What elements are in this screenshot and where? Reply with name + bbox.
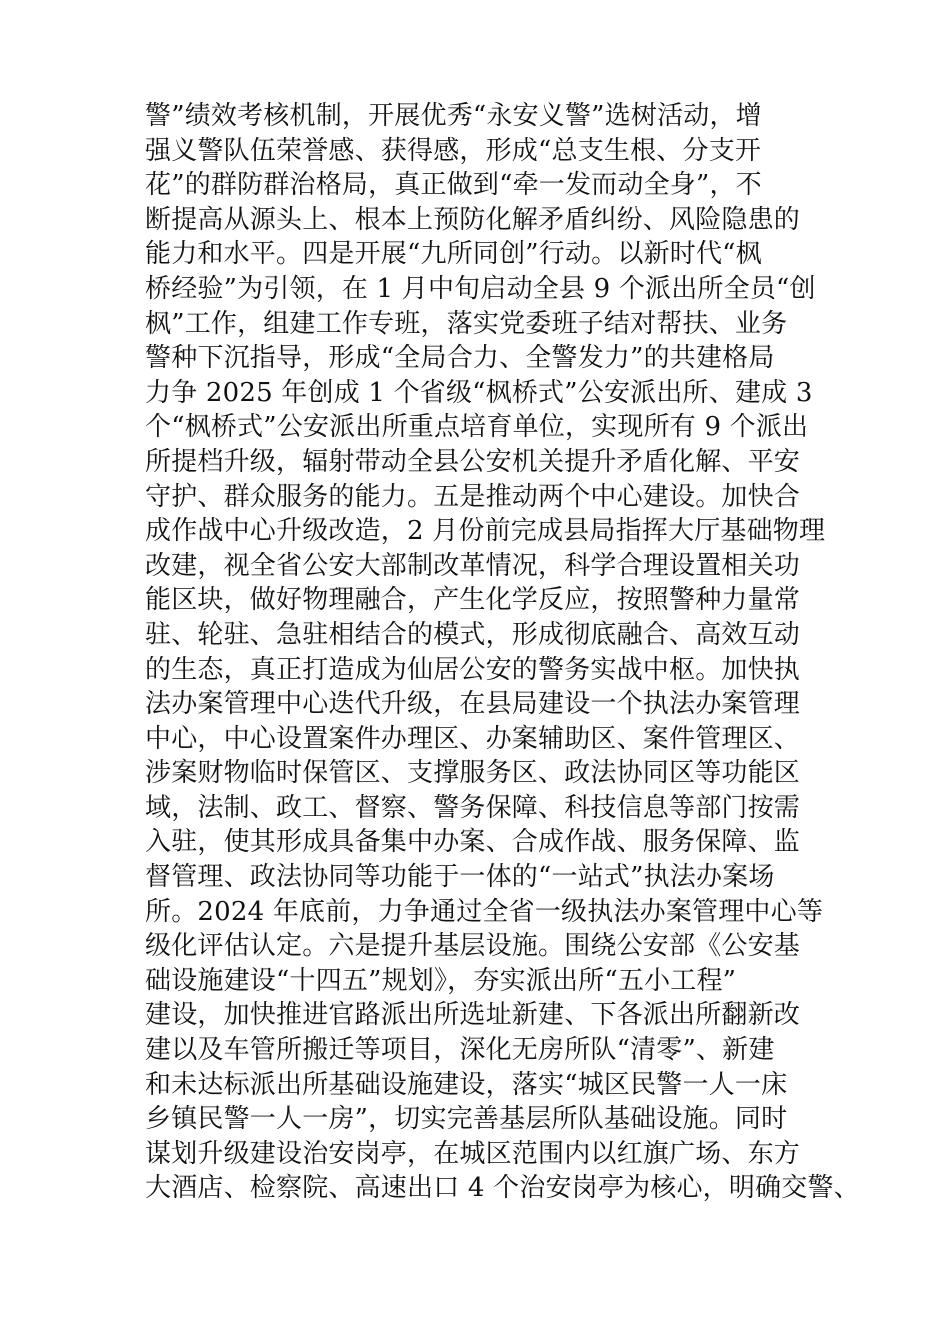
- text-line: 入驻，使其形成具备集中办案、合成作战、服务保障、监: [145, 827, 801, 858]
- text-line: 级化评估认定。六是提升基层设施。围绕公安部《公安基: [145, 931, 801, 962]
- text-line: 强义警队伍荣誉感、获得感，形成“总支生根、分支开: [145, 135, 762, 166]
- text-line: 督管理、政法协同等功能于一体的“一站式”执法办案场: [145, 862, 775, 893]
- text-line: 所提档升级，辐射带动全县公安机关提升矛盾化解、平安: [145, 446, 801, 477]
- text-line: 驻、轮驻、急驻相结合的模式，形成彻底融合、高效互动: [145, 619, 801, 650]
- text-line: 枫”工作，组建工作专班，落实党委班子结对帮扶、业务: [145, 308, 788, 339]
- text-line: 能力和水平。四是开展“九所同创”行动。以新时代“枫: [145, 239, 762, 270]
- body-text: [145, 99, 860, 1206]
- text-line: 域，法制、政工、督察、警务保障、科技信息等部门按需: [145, 792, 801, 823]
- text-line: 的生态，真正打造成为仙居公安的警务实战中枢。加快执: [145, 654, 801, 685]
- text-line: 中心，中心设置案件办理区、办案辅助区、案件管理区、: [145, 723, 801, 754]
- text-line: 法办案管理中心迭代升级，在县局建设一个执法办案管理: [145, 689, 801, 720]
- text-line: 和未达标派出所基础设施建设，落实“城区民警一人一床: [145, 1069, 788, 1100]
- text-line: 成作战中心升级改造，2 月份前完成县局指挥大厅基础物理: [145, 516, 826, 547]
- text-line: 涉案财物临时保管区、支撑服务区、政法协同区等功能区: [145, 758, 801, 789]
- text-line: 建以及车管所搬迁等项目，深化无房所队“清零”、新建: [145, 1035, 775, 1066]
- text-line: 警”绩效考核机制，开展优秀“永安义警”选树活动，增: [145, 101, 762, 131]
- text-line: 乡镇民警一人一房”，切实完善基层所队基础设施。同时: [145, 1104, 788, 1135]
- text-line: 桥经验”为引领，在 1 月中旬启动全县 9 个派出所全员“创: [145, 273, 816, 304]
- text-line: 础设施建设“十四五”规划》，夯实派出所“五小工程”: [145, 965, 737, 996]
- text-line: 断提高从源头上、根本上预防化解矛盾纠纷、风险隐患的: [145, 204, 801, 235]
- text-line: 力争 2025 年创成 1 个省级“枫桥式”公安派出所、建成 3: [145, 377, 813, 408]
- text-line: 大酒店、检察院、高速出口 4 个治安岗亭为核心，明确交警、: [145, 1173, 860, 1204]
- text-line: 花”的群防群治格局，真正做到“牵一发而动全身”，不: [145, 170, 762, 201]
- text-line: 所。2024 年底前，力争通过全省一级执法办案管理中心等: [145, 896, 824, 927]
- text-line: 警种下沉指导，形成“全局合力、全警发力”的共建格局: [145, 343, 775, 374]
- text-line: 改建，视全省公安大部制改革情况，科学合理设置相关功: [145, 550, 801, 581]
- text-line: 能区块，做好物理融合，产生化学反应，按照警种力量常: [145, 585, 801, 616]
- text-line: 个“枫桥式”公安派出所重点培育单位，实现所有 9 个派出: [145, 412, 809, 443]
- text-line: 建设，加快推进官路派出所选址新建、下各派出所翻新改: [145, 1000, 801, 1031]
- text-line: 守护、群众服务的能力。五是推动两个中心建设。加快合: [145, 481, 801, 512]
- text-line: 谋划升级建设治安岗亭，在城区范围内以红旗广场、东方: [145, 1138, 801, 1169]
